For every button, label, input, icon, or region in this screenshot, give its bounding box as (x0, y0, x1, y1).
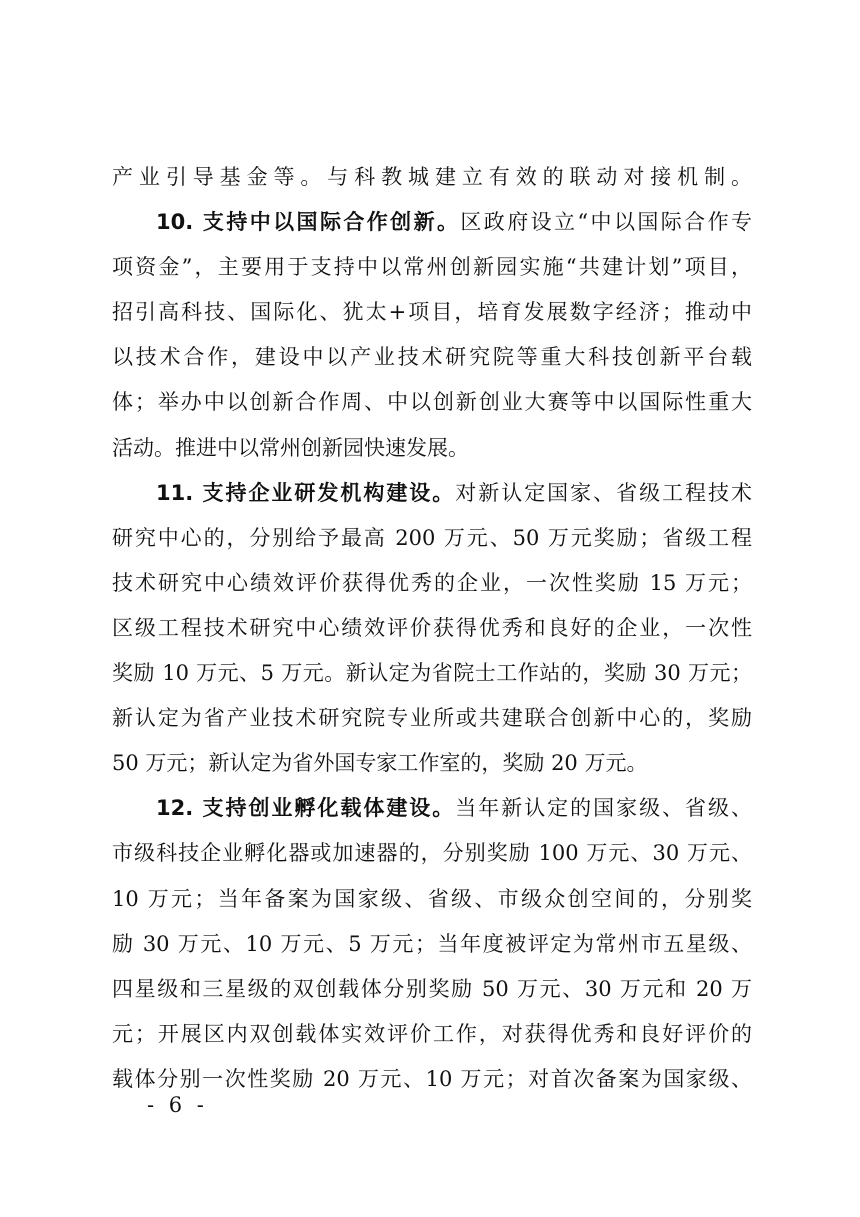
text-line (112, 380, 752, 425)
text-line (112, 967, 752, 1012)
text-line (112, 1012, 752, 1057)
line-text: 技术研究中心绩效评价获得优秀的企业，一次性奖励 15 万元； (112, 570, 752, 595)
section-heading: 11. 支持企业研发机构建设。 (156, 480, 456, 505)
text-line (112, 922, 752, 967)
line-text: 招引高科技、国际化、犹太+项目，培育发展数字经济；推动中 (112, 300, 752, 325)
section-heading: 12. 支持创业孵化载体建设。 (156, 796, 456, 821)
text-line (112, 606, 752, 651)
line-text: 10 万元；当年备案为国家级、省级、市级众创空间的，分别奖 (112, 886, 752, 911)
text-line (112, 877, 752, 922)
line-text: 50 万元；新认定为省外国专家工作室的，奖励 20 万元。 (112, 751, 648, 776)
text-line (112, 651, 752, 696)
line-text: 对新认定国家、省级工程技术 (455, 480, 752, 505)
line-text: 区政府设立“中以国际合作专 (460, 210, 752, 235)
text-line (112, 561, 752, 606)
text-line (112, 696, 752, 741)
text-line (112, 335, 752, 380)
line-text: 以技术合作，建设中以产业技术研究院等重大科技创新平台载 (112, 345, 752, 370)
line-text: 励 30 万元、10 万元、5 万元；当年度被评定为常州市五星级、 (112, 931, 752, 956)
text-line (112, 831, 752, 876)
section-heading-line (112, 471, 752, 516)
page-number: - 6 - (147, 1093, 208, 1117)
text-line (112, 426, 752, 471)
line-text: 市级科技企业孵化器或加速器的，分别奖励 100 万元、30 万元、 (112, 841, 752, 866)
line-text: 四星级和三星级的双创载体分别奖励 50 万元、30 万元和 20 万 (112, 976, 752, 1001)
section-heading: 10. 支持中以国际合作创新。 (156, 210, 461, 235)
line-text: 产业引导基金等。与科教城建立有效的联动对接机制。 (112, 165, 752, 189)
line-text: 项资金”，主要用于支持中以常州创新园实施“共建计划”项目， (112, 255, 752, 280)
line-text: 当年新认定的国家级、省级、 (455, 796, 752, 821)
line-text: 奖励 10 万元、5 万元。新认定为省院士工作站的，奖励 30 万元； (112, 661, 752, 686)
line-text: 区级工程技术研究中心绩效评价获得优秀和良好的企业，一次性 (112, 615, 752, 640)
text-line (112, 155, 752, 200)
text-line (112, 290, 752, 335)
text-line (112, 741, 752, 786)
text-line (112, 1057, 752, 1102)
line-text: 研究中心的，分别给予最高 200 万元、50 万元奖励；省级工程 (112, 525, 752, 550)
body-text (112, 155, 752, 1102)
line-text: 载体分别一次性奖励 20 万元、10 万元；对首次备案为国家级、 (112, 1066, 752, 1091)
section-heading-line (112, 200, 752, 245)
line-text: 活动。推进中以常州创新园快速发展。 (112, 435, 469, 460)
section-heading-line (112, 786, 752, 831)
line-text: 新认定为省产业技术研究院专业所或共建联合创新中心的，奖励 (112, 706, 752, 731)
text-line (112, 516, 752, 561)
line-text: 元；开展区内双创载体实效评价工作，对获得优秀和良好评价的 (112, 1021, 752, 1046)
line-text: 体；举办中以创新合作周、中以创新创业大赛等中以国际性重大 (112, 390, 752, 415)
text-line (112, 245, 752, 290)
